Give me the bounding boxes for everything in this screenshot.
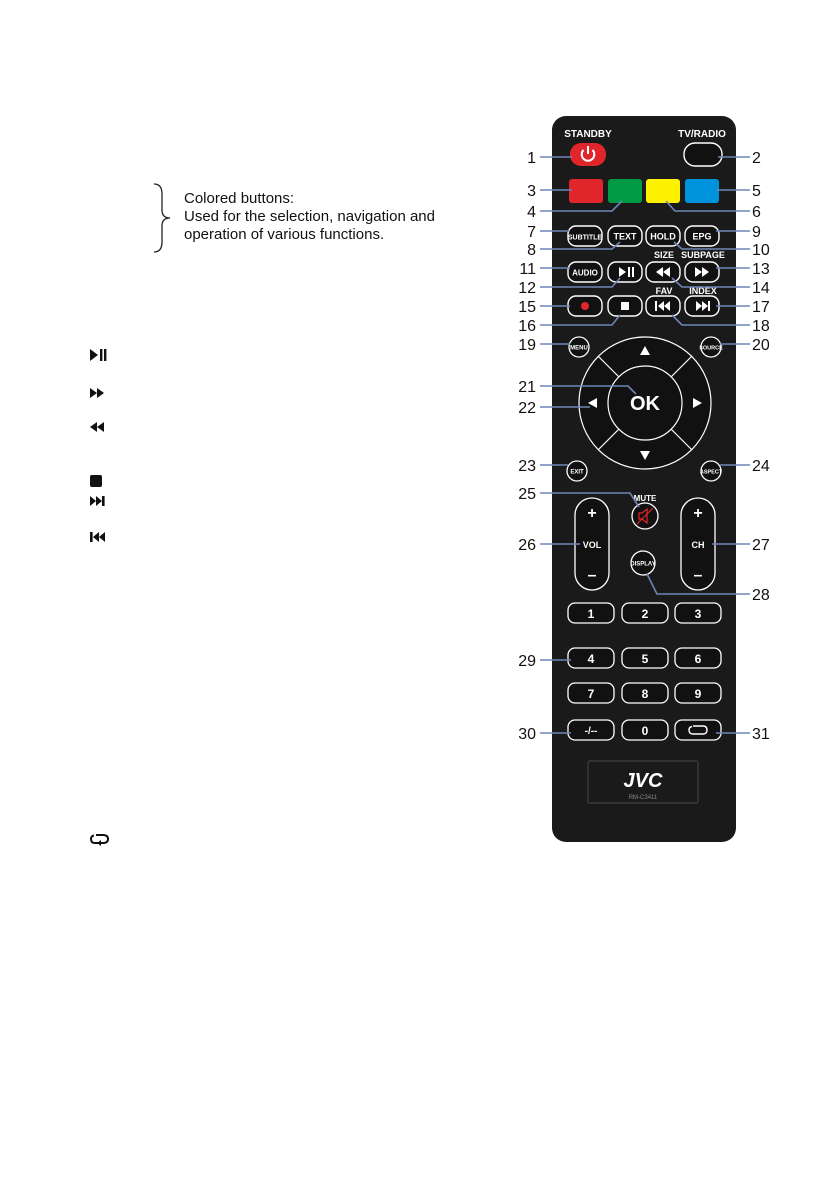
volume-down-button[interactable]: – (587, 567, 597, 584)
callout-number: 24 (752, 458, 770, 475)
stop-button[interactable] (608, 296, 642, 316)
dash-button[interactable] (568, 720, 614, 740)
channel-up-button[interactable]: + (693, 505, 703, 522)
digit-9-label: 9 (694, 687, 702, 701)
callout-number: 21 (518, 379, 536, 396)
callout-number: 25 (518, 486, 536, 503)
ok-button[interactable]: OK (630, 393, 660, 415)
menu-button-label: MENU (570, 345, 588, 352)
callout-number: 20 (752, 337, 770, 354)
index-label: INDEX (689, 286, 717, 296)
callout-number: 31 (752, 726, 770, 743)
subtitle-button[interactable] (568, 226, 603, 246)
callout-number: 8 (527, 242, 536, 259)
text-button[interactable] (608, 226, 642, 246)
callout-number: 18 (752, 318, 770, 335)
digit-1-button[interactable] (568, 603, 614, 623)
play-pause-button[interactable] (608, 262, 642, 282)
digit-9-button[interactable] (675, 683, 721, 703)
epg-button-label: EPG (692, 231, 712, 242)
digit-0-button[interactable] (622, 720, 668, 740)
digit-0-label: 0 (641, 724, 649, 738)
fast-forward-button[interactable] (685, 262, 719, 282)
menu-button[interactable] (569, 337, 589, 357)
display-button-label: DISPLAY (630, 561, 656, 568)
rewind-button[interactable] (646, 262, 680, 282)
callout-number: 15 (518, 299, 536, 316)
channel-label: CH (691, 540, 705, 550)
callout-number: 26 (518, 537, 536, 554)
text-button-label: TEXT (613, 231, 637, 242)
stop-icon (621, 302, 629, 310)
colored-buttons-title: Colored buttons: (184, 190, 295, 207)
standby-button[interactable] (570, 143, 606, 166)
green-button[interactable] (608, 179, 642, 203)
exit-button[interactable] (567, 461, 587, 481)
epg-button[interactable] (685, 226, 719, 246)
callout-number: 2 (752, 150, 761, 167)
callout-number: 1 (527, 150, 536, 167)
subpage-label: SUBPAGE (681, 250, 725, 260)
digit-3-button[interactable] (675, 603, 721, 623)
channel-down-button[interactable]: – (693, 567, 703, 584)
digit-7-label: 7 (587, 687, 595, 701)
volume-rocker[interactable] (575, 498, 609, 590)
callout-number: 14 (752, 280, 770, 297)
digit-6-button[interactable] (675, 648, 721, 668)
digit-3-label: 3 (694, 607, 702, 621)
colored-buttons-desc-line: Used for the selection, navigation and (184, 208, 435, 225)
source-button-label: SOURCE (699, 345, 723, 352)
callout-number: 16 (518, 318, 536, 335)
digit-8-label: 8 (641, 687, 649, 701)
digit-5-label: 5 (641, 652, 649, 666)
callout-number: 6 (752, 204, 761, 221)
callout-number: 13 (752, 261, 770, 278)
brand-logo: JVC (623, 770, 663, 792)
record-icon (581, 302, 589, 310)
yellow-button[interactable] (646, 179, 680, 203)
next-button[interactable] (685, 296, 719, 316)
standby-label: STANDBY (564, 129, 612, 140)
callout-number: 4 (527, 204, 536, 221)
callout-number: 10 (752, 242, 770, 259)
digit-8-button[interactable] (622, 683, 668, 703)
colored-buttons-desc-line: operation of various functions. (184, 226, 385, 243)
callout-number: 22 (518, 400, 536, 417)
red-button[interactable] (569, 179, 603, 203)
mute-button[interactable] (632, 503, 658, 529)
callout-number: 5 (752, 183, 761, 200)
digit-5-button[interactable] (622, 648, 668, 668)
volume-up-button[interactable]: + (587, 505, 597, 522)
digit-7-button[interactable] (568, 683, 614, 703)
display-button[interactable] (630, 551, 655, 575)
mute-label: MUTE (633, 494, 657, 503)
callout-number: 3 (527, 183, 536, 200)
channel-rocker[interactable] (681, 498, 715, 590)
digit-2-label: 2 (641, 607, 649, 621)
callout-number: 23 (518, 458, 536, 475)
digit-6-label: 6 (694, 652, 702, 666)
dash-label: -/-- (584, 726, 598, 737)
audio-button[interactable] (568, 262, 602, 282)
digit-1-label: 1 (587, 607, 595, 621)
fav-label: FAV (655, 286, 673, 296)
callout-number: 29 (518, 653, 536, 670)
subtitle-button-label: SUBTITLE (567, 234, 603, 242)
callout-number: 11 (519, 261, 536, 278)
recall-button[interactable] (675, 720, 721, 740)
callout-number: 27 (752, 537, 770, 554)
callout-number: 19 (518, 337, 536, 354)
digit-4-button[interactable] (568, 648, 614, 668)
digit-4-label: 4 (587, 652, 595, 666)
callout-number: 12 (518, 280, 536, 297)
digit-2-button[interactable] (622, 603, 668, 623)
size-label: SIZE (653, 250, 675, 260)
record-button[interactable] (568, 296, 602, 316)
hold-button-label: HOLD (650, 231, 676, 242)
callout-number: 7 (527, 224, 536, 241)
callout-number: 30 (518, 726, 536, 743)
callout-number: 28 (752, 587, 770, 604)
aspect-button-label: ASPECT (699, 469, 723, 476)
blue-button[interactable] (685, 179, 719, 203)
exit-button-label: EXIT (570, 469, 584, 476)
audio-button-label: AUDIO (572, 268, 598, 278)
callout-number: 9 (752, 224, 761, 241)
volume-label: VOL (582, 540, 602, 550)
tv-radio-label: TV/RADIO (678, 129, 726, 140)
callout-number: 17 (752, 299, 770, 316)
previous-button[interactable] (646, 296, 680, 316)
tv-radio-button[interactable] (684, 143, 722, 166)
model-number: RM-C3411 (628, 795, 658, 801)
